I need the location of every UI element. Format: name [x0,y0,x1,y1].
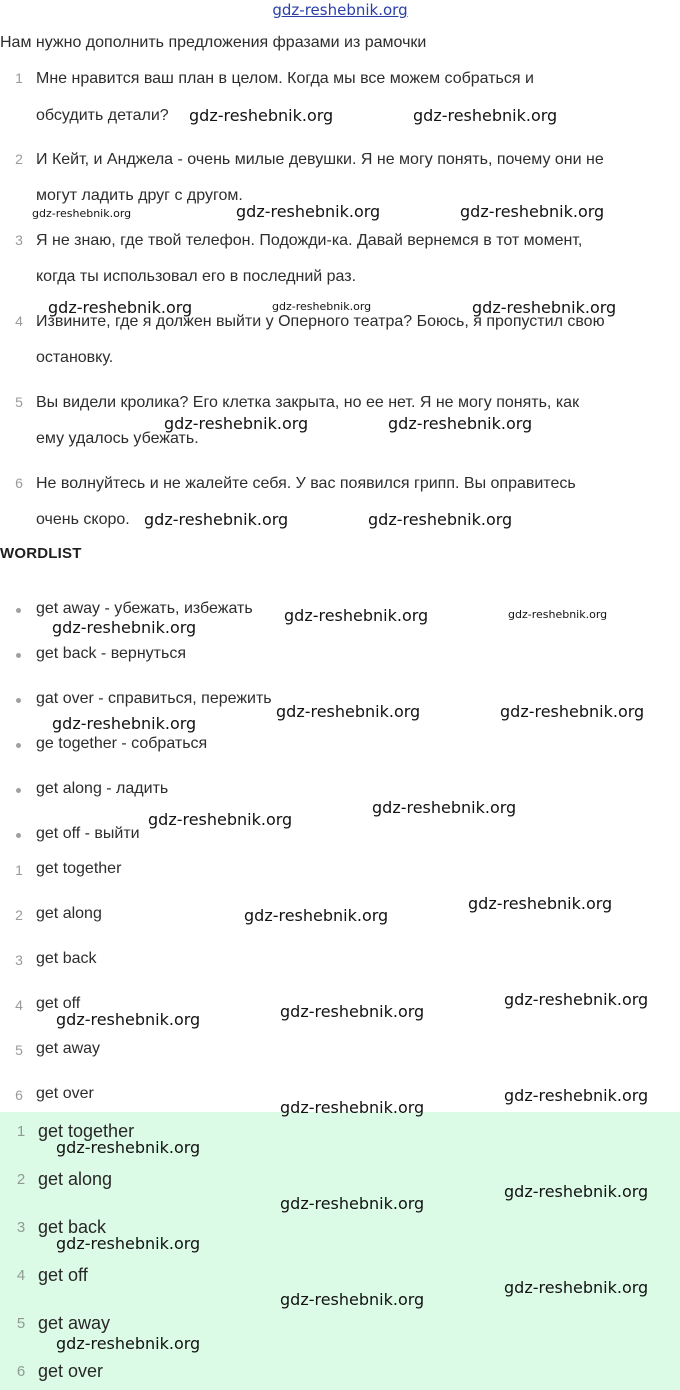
watermark: gdz-reshebnik.org [388,414,533,433]
wordlist-item-text: get back - вернуться [36,645,186,662]
watermark: gdz-reshebnik.org [48,298,193,317]
wordlist-item-text: get away - убежать, избежать [36,600,253,617]
wordlist-item-text: gat over - справиться, пережить [36,690,272,707]
answer-text: get together [38,1121,135,1141]
answer-number: 6 [16,1363,26,1380]
answer-number: 3 [16,1219,26,1236]
answer-number: 2 [15,907,23,923]
watermark: gdz-reshebnik.org [244,906,389,925]
answer-text: get off [38,1265,88,1285]
wordlist-heading: WORDLIST [0,545,82,562]
watermark: gdz-reshebnik.org [276,702,421,721]
answer-text: get together [36,860,122,877]
sentence-number: 2 [15,151,23,167]
sentence-line: обсудить детали? [36,107,169,124]
sentence-number: 4 [15,313,23,329]
sentence-line: когда ты использовал его в последний раз. [36,268,357,285]
wordlist-item-text: get off - выйти [36,825,140,842]
watermark: gdz-reshebnik.org [504,990,649,1009]
answer-text: get back [38,1217,107,1237]
watermark: gdz-reshebnik.org [280,1290,425,1309]
watermark: gdz-reshebnik.org [504,1278,649,1297]
answer-text: get off [36,995,81,1012]
watermark: gdz-reshebnik.org [52,618,197,637]
watermark: gdz-reshebnik.org [508,608,608,621]
watermark: gdz-reshebnik.org [148,810,293,829]
watermark: gdz-reshebnik.org [56,1010,201,1029]
answer-number: 5 [16,1315,26,1332]
watermark: gdz-reshebnik.org [280,1002,425,1021]
answer-text: get away [36,1040,101,1057]
answer-number: 3 [15,952,23,968]
sentence-line: очень скоро. [36,511,130,528]
watermark: gdz-reshebnik.org [468,894,613,913]
sentence-line: И Кейт, и Анджела - очень милые девушки. Я не могу понять, почему они не [36,151,604,168]
watermark: gdz-reshebnik.org [504,1182,649,1201]
watermark: gdz-reshebnik.org [280,1098,425,1117]
bullet-icon [16,743,21,748]
watermark: gdz-reshebnik.org [272,300,372,313]
site-header-link[interactable]: gdz-reshebnik.org [272,1,408,19]
answer-text: get along [36,905,102,922]
sentence-line: Мне нравится ваш план в целом. Когда мы все можем собраться и [36,70,534,87]
bullet-icon [16,653,21,658]
watermark: gdz-reshebnik.org [164,414,309,433]
answer-text: get back [36,950,97,967]
answer-text: get over [38,1361,104,1381]
watermark: gdz-reshebnik.org [144,510,289,529]
answer-number: 1 [15,862,23,878]
answer-number: 1 [16,1123,26,1140]
watermark: gdz-reshebnik.org [236,202,381,221]
bullet-icon [16,698,21,703]
sentence-number: 6 [15,475,23,491]
sentence-number: 5 [15,394,23,410]
sentence-line: Я не знаю, где твой телефон. Подожди-ка. Давай вернемся в тот момент, [36,232,583,249]
answer-text: get along [38,1169,113,1189]
watermark: gdz-reshebnik.org [52,714,197,733]
watermark: gdz-reshebnik.org [56,1334,201,1353]
watermark: gdz-reshebnik.org [189,106,334,125]
bullet-icon [16,833,21,838]
watermark: gdz-reshebnik.org [32,207,132,220]
watermark: gdz-reshebnik.org [368,510,513,529]
watermark: gdz-reshebnik.org [372,798,517,817]
bullet-icon [16,608,21,613]
task-intro: Нам нужно дополнить предложения фразами из рамочки [0,34,427,51]
watermark: gdz-reshebnik.org [500,702,645,721]
watermark: gdz-reshebnik.org [472,298,617,317]
sentence-line: остановку. [36,349,114,366]
sentence-number: 3 [15,232,23,248]
watermark: gdz-reshebnik.org [56,1234,201,1253]
answer-text: get over [36,1085,94,1102]
watermark: gdz-reshebnik.org [504,1086,649,1105]
sentence-line: могут ладить друг с другом. [36,187,243,204]
sentence-line: ему удалось убежать. [36,430,199,447]
watermark: gdz-reshebnik.org [280,1194,425,1213]
answer-number: 4 [15,997,23,1013]
wordlist-item-text: get along - ладить [36,780,169,797]
sentence-number: 1 [15,70,23,86]
answer-number: 6 [15,1087,23,1103]
sentence-line: Вы видели кролика? Его клетка закрыта, но ее нет. Я не могу понять, как [36,394,580,411]
answer-number: 5 [15,1042,23,1058]
bullet-icon [16,788,21,793]
answer-number: 2 [16,1171,26,1188]
watermark: gdz-reshebnik.org [56,1138,201,1157]
watermark: gdz-reshebnik.org [413,106,558,125]
sentence-line: Не волнуйтесь и не жалейте себя. У вас появился грипп. Вы оправитесь [36,475,576,492]
watermark: gdz-reshebnik.org [284,606,429,625]
answer-text: get away [38,1313,111,1333]
wordlist-item-text: ge together - собраться [36,735,208,752]
answer-number: 4 [16,1267,26,1284]
sentence-line: Извините, где я должен выйти у Оперного театра? Боюсь, я пропустил свою [36,313,605,330]
watermark: gdz-reshebnik.org [460,202,605,221]
